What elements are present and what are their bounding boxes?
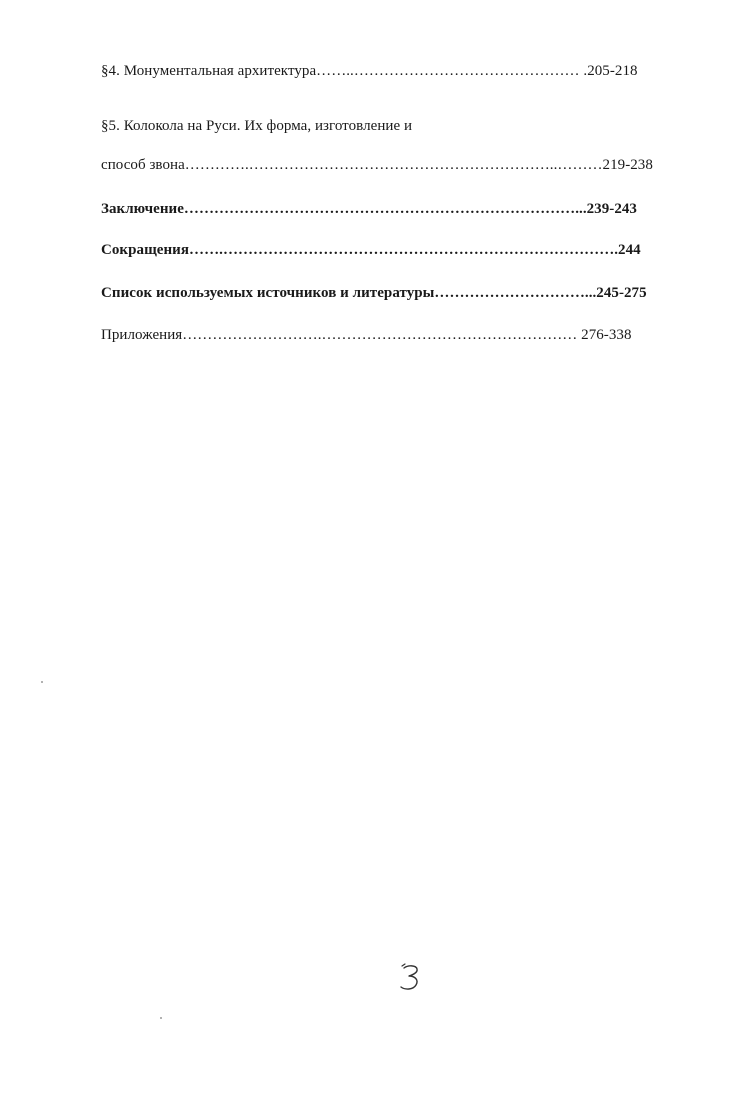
toc-entry-section-4: §4. Монументальная архитектура……..……………………………………… .205-218 — [101, 63, 638, 79]
toc-entry-section-5-title: §5. Колокола на Руси. Их форма, изготовление и — [101, 118, 413, 134]
toc-entry-bibliography: Список используемых источников и литературы…………………………...245-275 — [101, 285, 647, 301]
toc-entry-section-5-continuation: способ звона………….……………………………………………………..………219-238 — [101, 157, 653, 173]
toc-entry-appendices: Приложения……………………….…………………………………………… 276-338 — [101, 327, 632, 343]
handwritten-page-number — [396, 962, 426, 994]
toc-entry-abbreviations: Сокращения…….…………………………………………………………………….244 — [101, 242, 641, 258]
scan-speck — [41, 681, 43, 683]
scan-speck — [160, 1017, 162, 1019]
toc-entry-conclusion: Заключение……………………………………………………………………...239-243 — [101, 201, 637, 217]
